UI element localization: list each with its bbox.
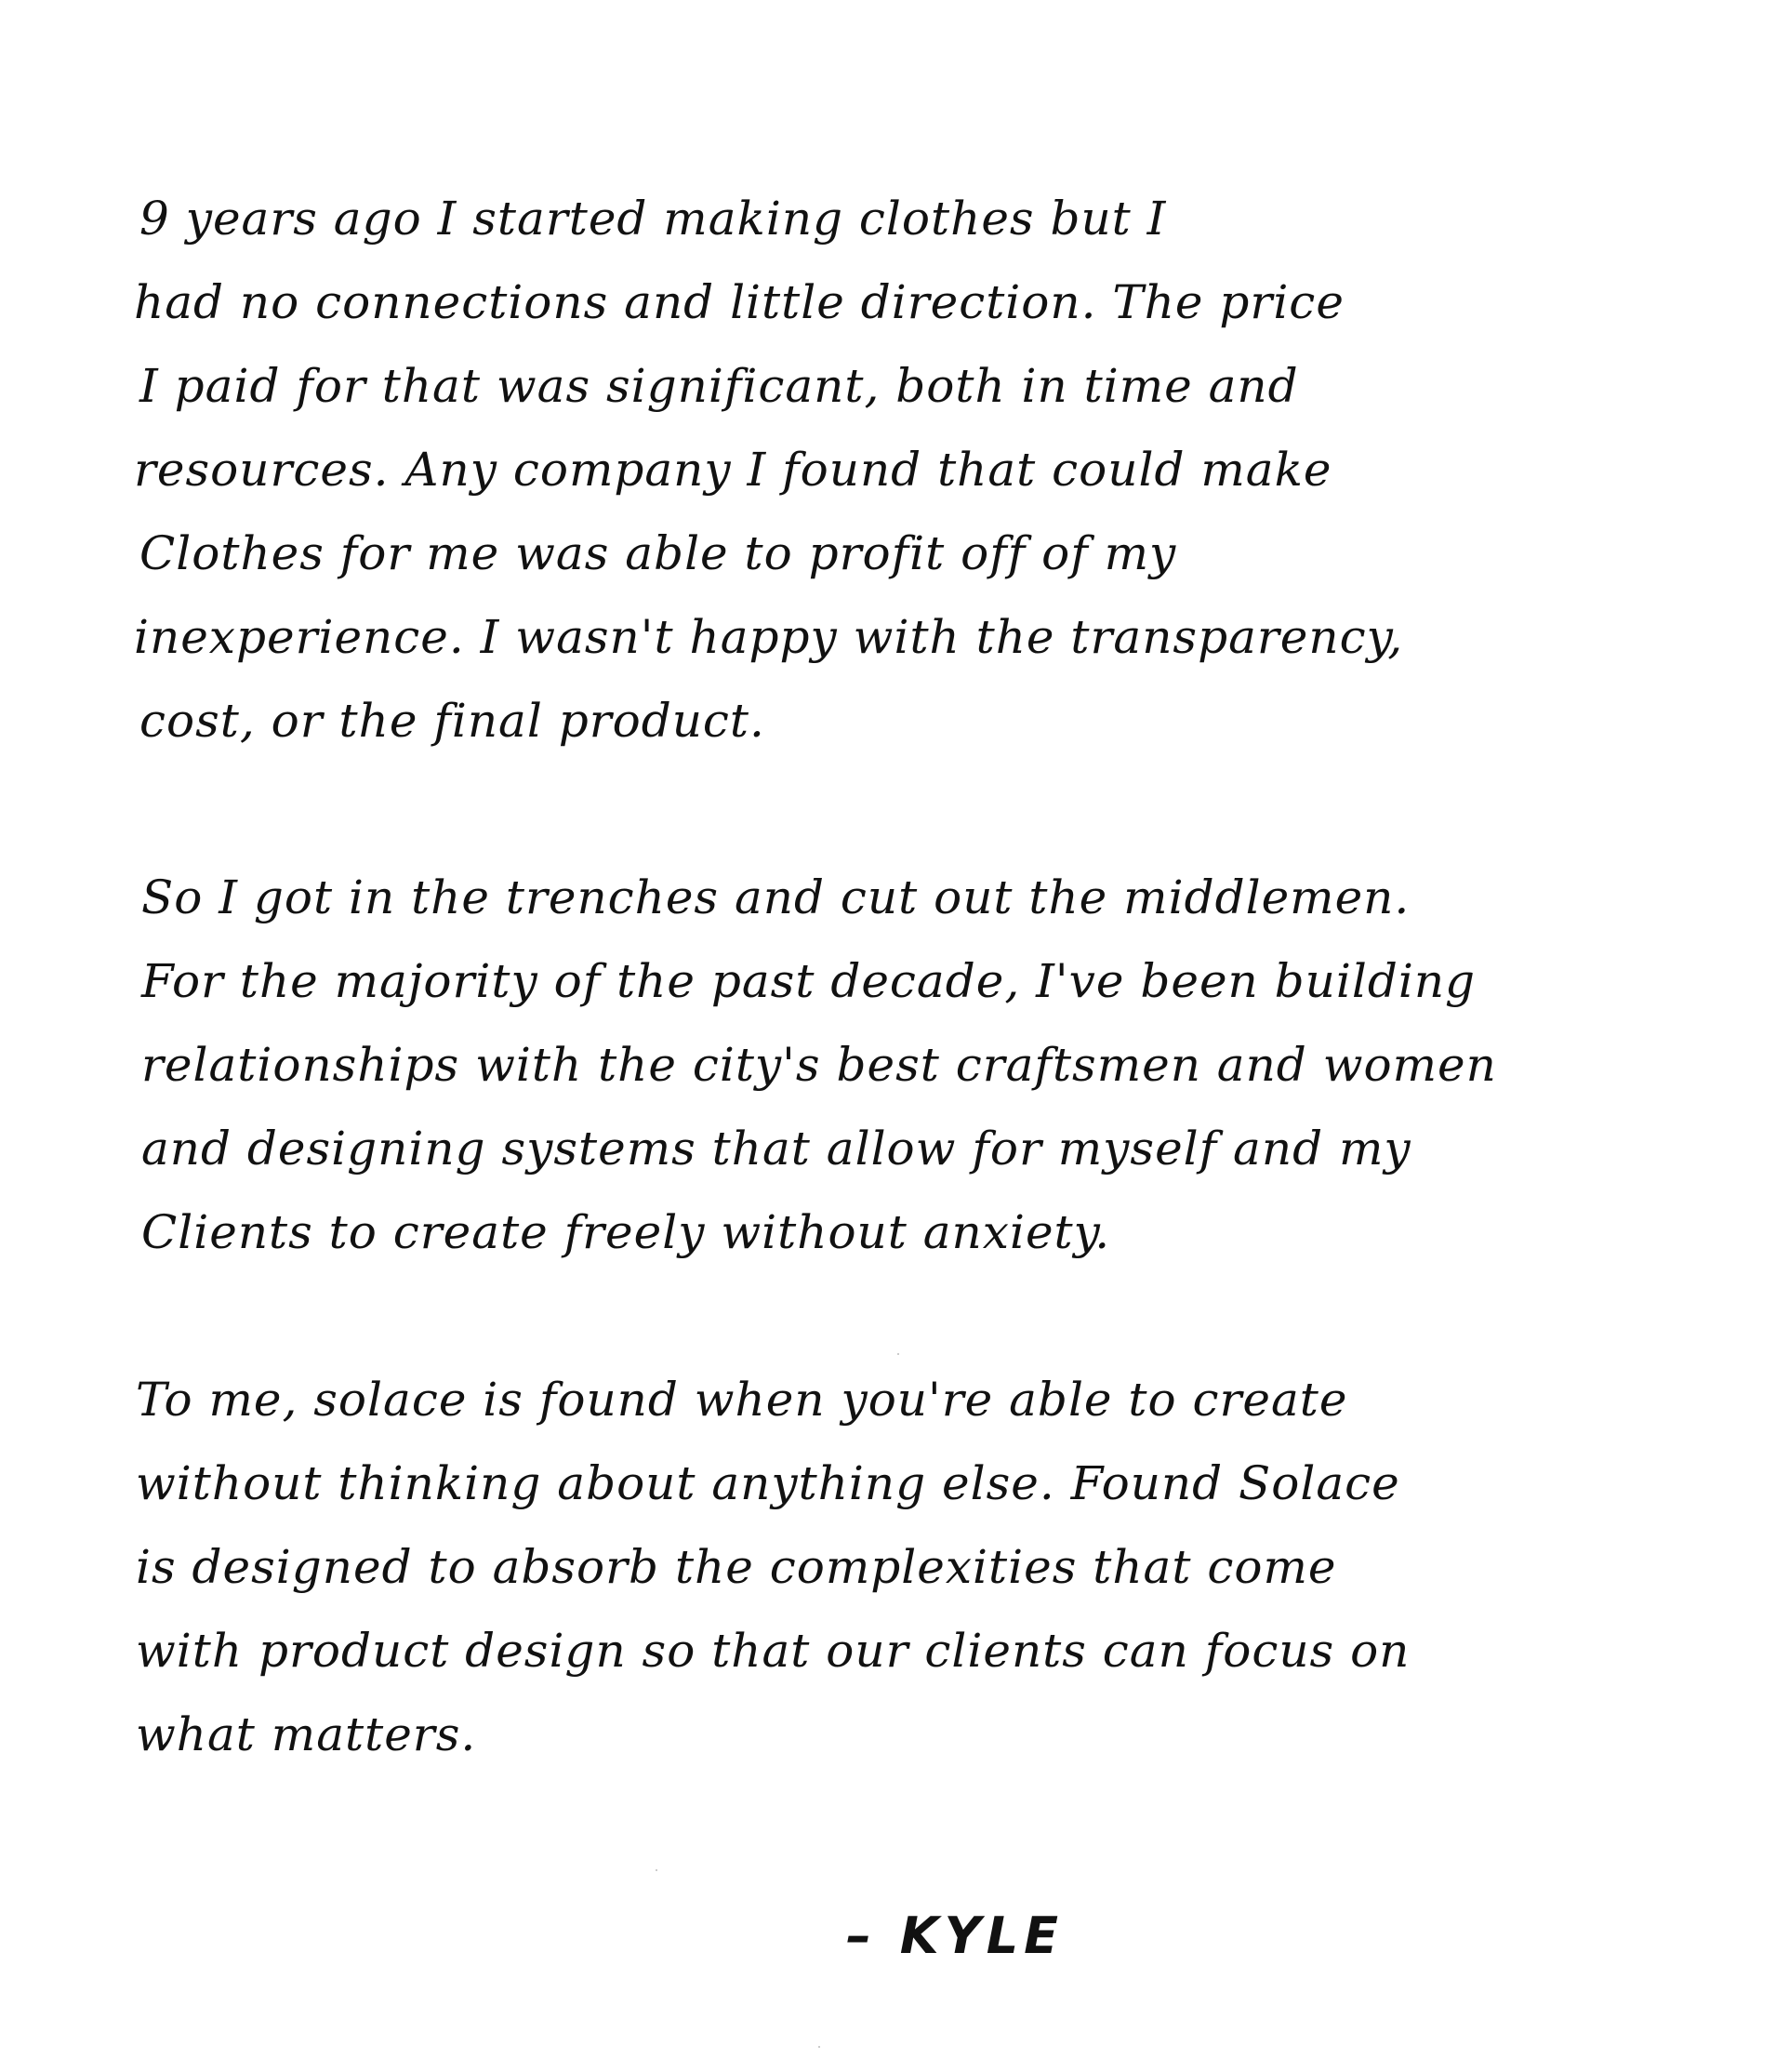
letter-line: cost, or the final product. xyxy=(139,694,765,748)
letter-line: I paid for that was significant, both in time and xyxy=(139,359,1299,413)
letter-line: is designed to absorb the complexities that come xyxy=(136,1540,1337,1594)
letter-line: Clothes for me was able to profit off of my xyxy=(139,526,1177,580)
letter-line: For the majority of the past decade, I've been building xyxy=(141,954,1477,1008)
letter-line: So I got in the trenches and cut out the middlemen. xyxy=(141,870,1411,924)
letter-line: 9 years ago I started making clothes but I xyxy=(139,192,1167,246)
letter-line: had no connections and little direction. The price xyxy=(134,275,1345,329)
paper-speck xyxy=(818,2046,820,2048)
paragraph-1 xyxy=(130,177,1655,763)
paragraph-2 xyxy=(130,856,1655,1274)
letter-line: and designing systems that allow for myself and my xyxy=(141,1122,1411,1175)
paper-speck xyxy=(897,1353,899,1355)
letter-line: inexperience. I wasn't happy with the transparency, xyxy=(134,610,1404,664)
letter-line: resources. Any company I found that could make xyxy=(134,443,1332,497)
signature: – KYLE xyxy=(846,1906,1065,1965)
letter-body xyxy=(130,177,1655,1776)
paragraph-3 xyxy=(130,1358,1655,1776)
letter-line: To me, solace is found when you're able to create xyxy=(136,1373,1348,1427)
letter-line: what matters. xyxy=(136,1707,477,1761)
letter-line: with product design so that our clients can focus on xyxy=(136,1624,1411,1678)
letter-line: Clients to create freely without anxiety. xyxy=(141,1205,1111,1259)
letter-line: relationships with the city's best craftsmen and women xyxy=(141,1038,1497,1092)
letter-line: without thinking about anything else. Found Solace xyxy=(136,1456,1400,1510)
paper-speck xyxy=(656,1869,657,1871)
